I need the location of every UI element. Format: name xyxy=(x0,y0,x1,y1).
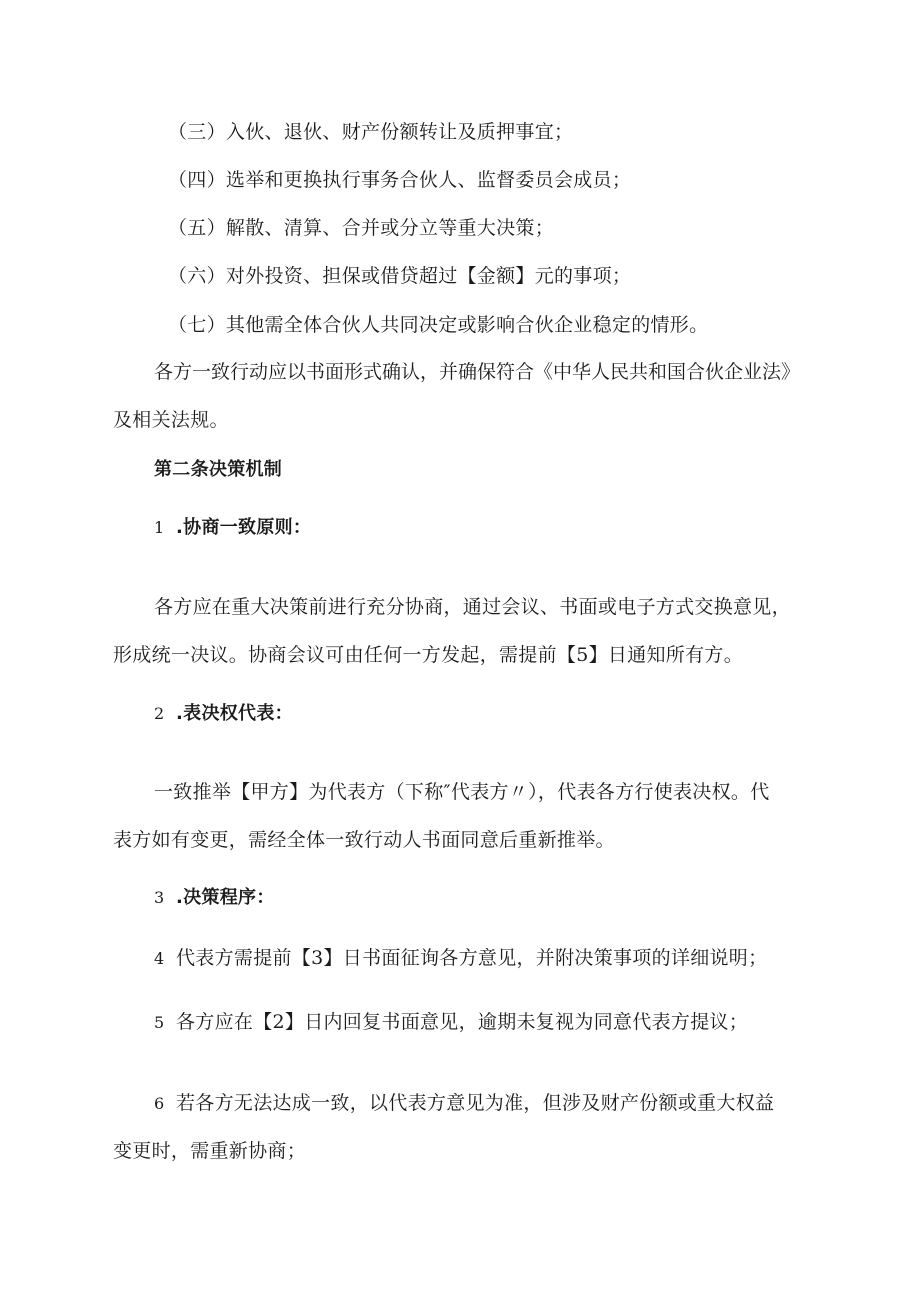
step-4-text: 代表方需提前【3】日书面征询各方意见，并附决策事项的详细说明； xyxy=(176,947,768,969)
section-1-number: 1 xyxy=(154,518,165,537)
step-6-line-1 xyxy=(154,1091,774,1116)
step-4-number: 4 xyxy=(154,949,165,968)
list-item-7: （七）其他需全体合伙人共同决定或影响合伙企业稳定的情形。 xyxy=(168,314,709,336)
article-2-title: 第二条决策机制 xyxy=(154,459,283,480)
confirm-paragraph-line-2: 及相关法规。 xyxy=(113,409,229,431)
section-2-paragraph-line-1: 一致推举【甲方】为代表方（下称″代表方〃），代表各方行使表决权。代 xyxy=(154,781,770,803)
list-item-4: （四）选举和更换执行事务合伙人、监督委员会成员； xyxy=(168,169,632,191)
confirm-paragraph-line-1: 各方一致行动应以书面形式确认，并确保符合《中华人民共和国合伙企业法》 xyxy=(154,361,801,383)
section-1-paragraph-line-2: 形成统一决议。协商会议可由任何一方发起，需提前【5】日通知所有方。 xyxy=(113,644,743,666)
section-3-number: 3 xyxy=(154,888,165,907)
section-1-title: .协商一致原则： xyxy=(176,517,312,538)
section-2-paragraph-line-2: 表方如有变更，需经全体一致行动人书面同意后重新推举。 xyxy=(113,829,615,851)
step-6-number: 6 xyxy=(154,1094,165,1113)
section-2-number: 2 xyxy=(154,704,165,723)
step-4 xyxy=(154,946,767,971)
step-6-line-2: 变更时，需重新协商； xyxy=(113,1140,307,1162)
section-2-heading xyxy=(154,702,293,726)
step-6-text: 若各方无法达成一致，以代表方意见为准，但涉及财产份额或重大权益 xyxy=(176,1092,775,1114)
step-5-text: 各方应在【2】日内回复书面意见，逾期未复视为同意代表方提议； xyxy=(176,1011,749,1033)
section-3-heading xyxy=(154,886,275,910)
step-5 xyxy=(154,1010,748,1035)
list-item-6: （六）对外投资、担保或借贷超过【金额】元的事项； xyxy=(168,265,632,287)
list-item-5: （五）解散、清算、合并或分立等重大决策； xyxy=(168,217,555,239)
section-1-paragraph-line-1: 各方应在重大决策前进行充分协商，通过会议、书面或电子方式交换意见， xyxy=(154,596,791,618)
section-1-heading xyxy=(154,516,311,540)
section-3-title: .决策程序： xyxy=(176,887,275,908)
step-5-number: 5 xyxy=(154,1013,165,1032)
list-item-3: （三）入伙、退伙、财产份额转让及质押事宜； xyxy=(168,121,574,143)
section-2-title: .表决权代表： xyxy=(176,703,293,724)
